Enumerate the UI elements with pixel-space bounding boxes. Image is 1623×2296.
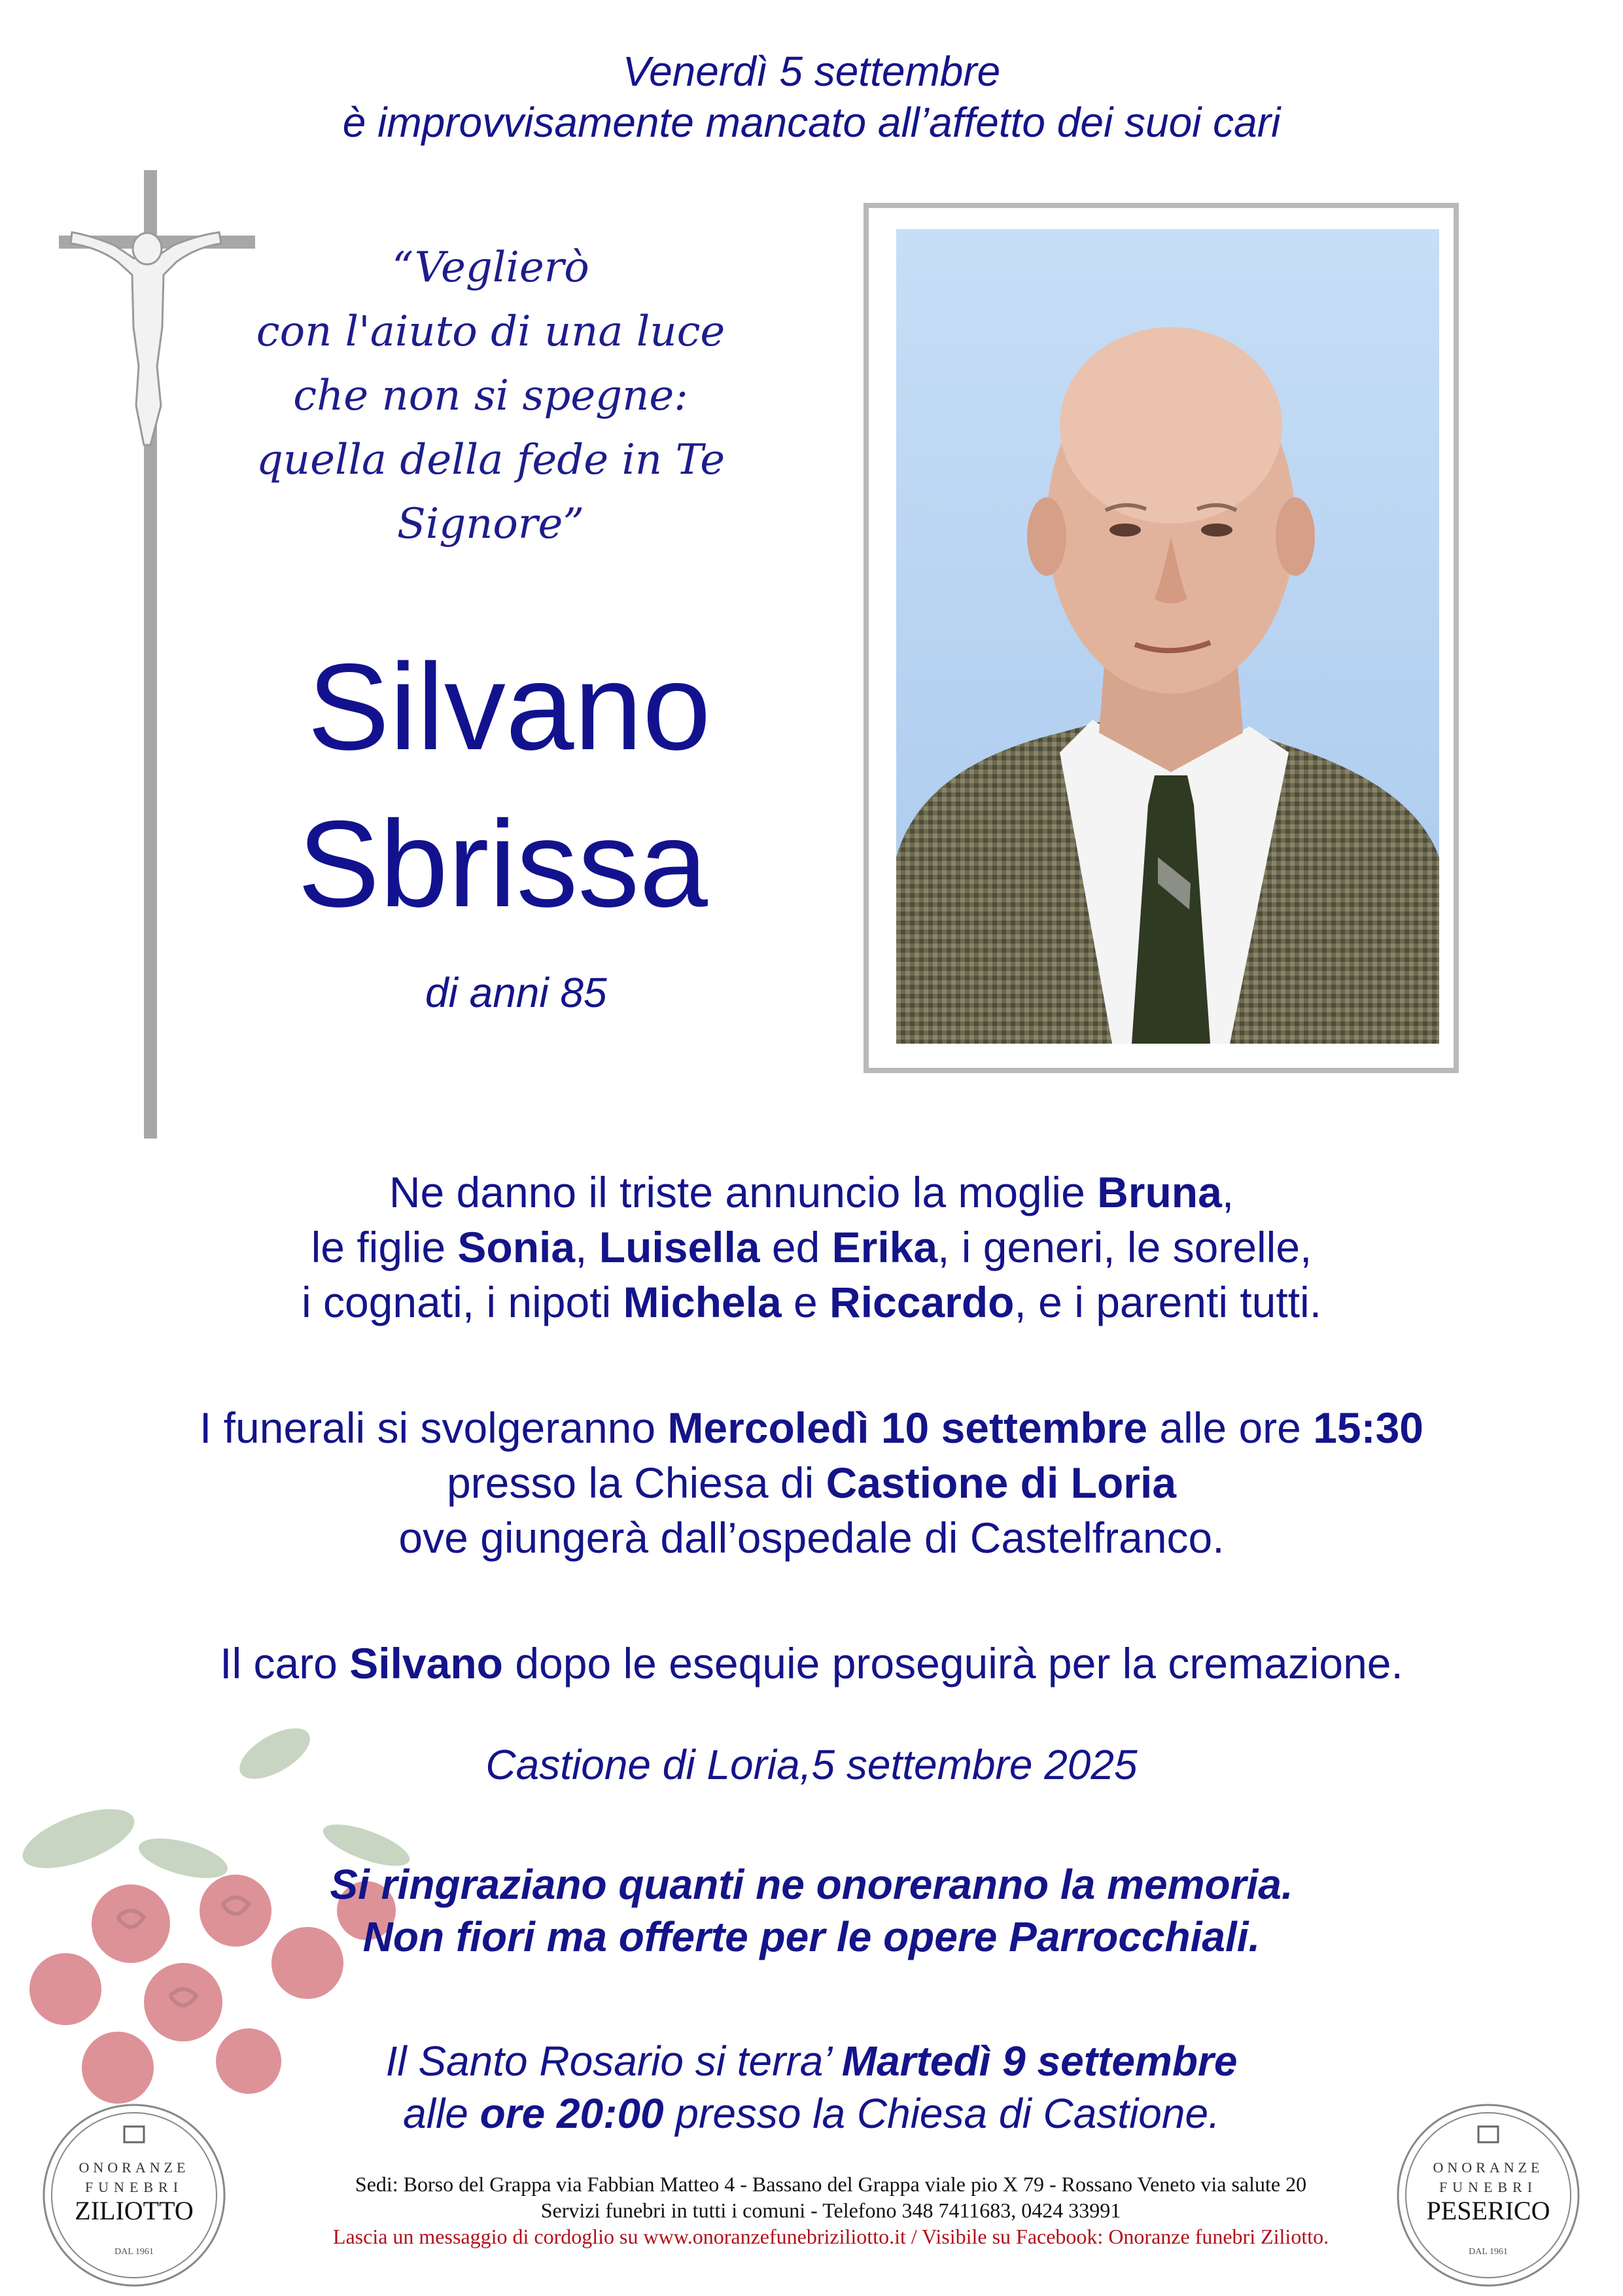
svg-text:PESERICO: PESERICO <box>1426 2196 1550 2225</box>
footer-services: Servizi funebri in tutti i comuni - Telefono 348 7411683, 0424 33991 <box>540 2199 1121 2222</box>
ziliotto-logo <box>39 2100 229 2290</box>
thanks-line-1: Si ringraziano quanti ne onoreranno la memoria. <box>330 1861 1293 1908</box>
rosary-line-1: Il Santo Rosario si terra’ Martedì 9 settembre <box>385 2038 1238 2085</box>
portrait-photo <box>896 229 1439 1044</box>
footer <box>236 2171 1426 2250</box>
svg-text:FUNEBRI: FUNEBRI <box>84 2179 184 2195</box>
footer-condolence-link[interactable]: Lascia un messaggio di cordoglio su www.onoranzefunebriziliotto.it / Visibile su Facebook: Onoranze funebri Ziliotto. <box>332 2225 1329 2248</box>
svg-text:ONORANZE: ONORANZE <box>1433 2159 1544 2176</box>
rosary-details <box>0 2035 1623 2140</box>
funeral-line-2: presso la Chiesa di Castione di Loria <box>446 1458 1177 1507</box>
svg-text:FUNEBRI: FUNEBRI <box>1439 2179 1538 2195</box>
deceased-first-name: Silvano <box>307 638 711 775</box>
svg-text:DAL 1961: DAL 1961 <box>1469 2247 1508 2257</box>
svg-text:ONORANZE: ONORANZE <box>79 2159 190 2176</box>
funeral-line-3: ove giungerà dall’ospedale di Castelfranco. <box>398 1513 1225 1562</box>
quote-line: quella della fede in Te <box>256 436 725 484</box>
funeral-details <box>0 1400 1623 1565</box>
cremation-note: Il caro Silvano dopo le esequie proseguirà per la cremazione. <box>220 1639 1403 1687</box>
deceased-age: di anni 85 <box>425 969 607 1016</box>
footer-addresses: Sedi: Borso del Grappa via Fabbian Matteo 4 - Bassano del Grappa viale pio X 79 - Rossano Veneto via salute 20 <box>355 2172 1307 2196</box>
header-date: Venerdì 5 settembre <box>622 48 1001 95</box>
quote-line: Signore” <box>396 500 585 548</box>
place-and-date: Castione di Loria,5 settembre 2025 <box>485 1741 1138 1788</box>
svg-text:ZILIOTTO: ZILIOTTO <box>75 2196 194 2225</box>
quote-line: che non si spegne: <box>293 372 688 420</box>
thanks-line-2: Non fiori ma offerte per le opere Parrocchiali. <box>362 1913 1261 1960</box>
death-announcement-header <box>0 46 1623 148</box>
announcement-line-2: le figlie Sonia, Luisella ed Erika, i generi, le sorelle, <box>311 1223 1312 1271</box>
svg-text:DAL 1961: DAL 1961 <box>114 2247 154 2257</box>
thanks-note <box>0 1858 1623 1963</box>
announcement-line-1: Ne danno il triste annuncio la moglie Bruna, <box>389 1168 1234 1216</box>
deceased-last-name: Sbrissa <box>298 795 708 932</box>
funeral-line-1: I funerali si svolgeranno Mercoledì 10 settembre alle ore 15:30 <box>200 1404 1423 1452</box>
announcement-line-3: i cognati, i nipoti Michela e Riccardo, e i parenti tutti. <box>301 1278 1322 1326</box>
family-announcement <box>0 1165 1623 1330</box>
rosary-line-2: alle ore 20:00 presso la Chiesa di Castione. <box>403 2090 1220 2137</box>
header-subtitle: è improvvisamente mancato all’affetto dei suoi cari <box>342 99 1281 146</box>
quote-line: “Veglierò <box>392 243 589 292</box>
quote-line: con l'aiuto di una luce <box>256 308 725 356</box>
epitaph-quote <box>249 236 733 556</box>
crucifix-icon <box>52 170 275 1139</box>
